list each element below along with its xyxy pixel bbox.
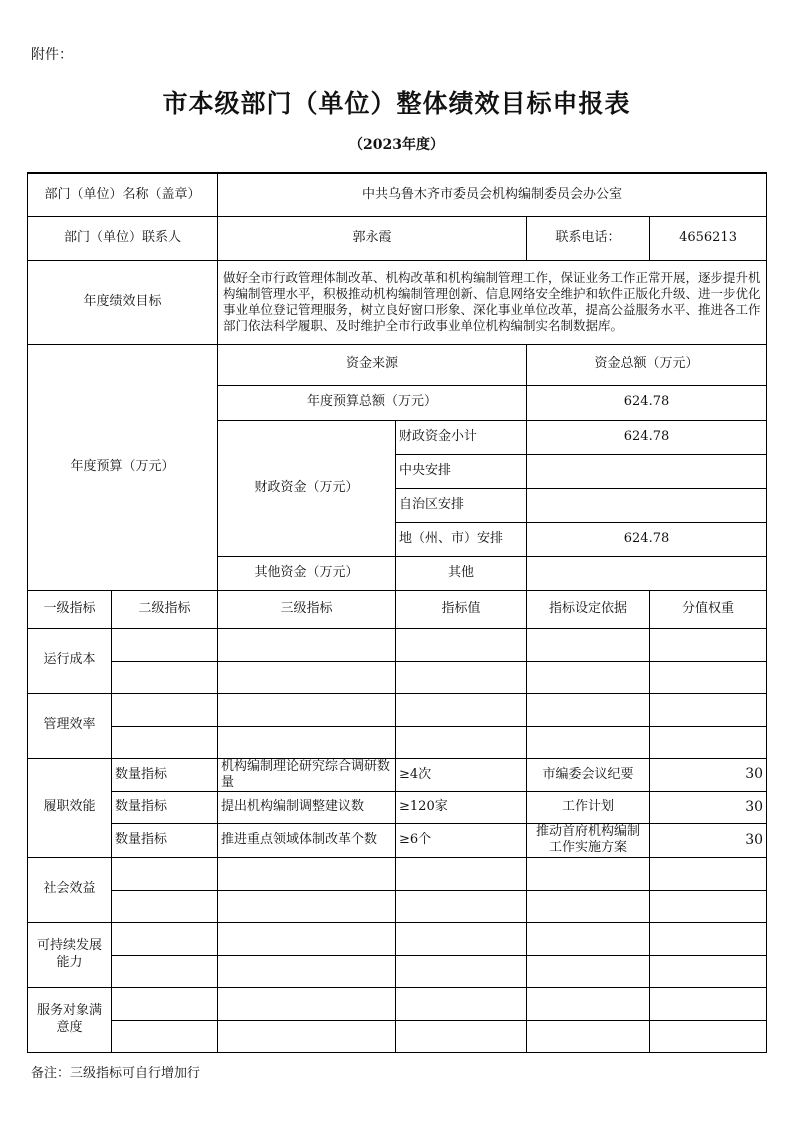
empty-cell (650, 661, 767, 693)
empty-cell (527, 693, 650, 726)
attachment-label: 附件： (31, 47, 73, 63)
empty-cell (527, 661, 650, 693)
page-title: 市本级部门（单位）整体绩效目标申报表 (162, 89, 631, 118)
empty-cell (112, 693, 218, 726)
empty-cell (112, 1020, 218, 1052)
fund-source-header: 资金来源 (218, 344, 527, 385)
contact-name: 郭永霞 (218, 216, 527, 260)
empty-cell (650, 1020, 767, 1052)
empty-cell (112, 922, 218, 955)
dept-name-value: 中共乌鲁木齐市委员会机构编制委员会办公室 (218, 173, 767, 216)
dept-name-label: 部门（单位）名称（盖章） (28, 173, 218, 216)
category-sustainable: 可持续发展能力 (28, 922, 112, 987)
empty-cell (650, 890, 767, 922)
indicator-value: ≥4次 (396, 758, 527, 792)
empty-cell (650, 955, 767, 987)
level2-indicator: 数量指标 (112, 758, 218, 792)
empty-cell (396, 661, 527, 693)
empty-cell (650, 693, 767, 726)
annual-total-label: 年度预算总额（万元） (218, 385, 527, 420)
empty-cell (650, 726, 767, 758)
empty-cell (527, 857, 650, 890)
indicator-value: ≥120家 (396, 792, 527, 824)
empty-cell (112, 726, 218, 758)
empty-cell (396, 987, 527, 1020)
empty-cell (112, 987, 218, 1020)
empty-cell (527, 628, 650, 661)
indicator-weight: 30 (650, 758, 767, 792)
indicator-basis: 推动首府机构编制工作实施方案 (527, 824, 650, 858)
goal-text: 做好全市行政管理体制改革、机构改革和机构编制管理工作，保证业务工作正常开展，逐步提升机构编制管理水平，积极推动机构编制管理创新、信息网络安全维护和软件正版化升级、进一步优化事业单位登记管理服务，树立良好窗口形象、深化事业单位改革，提高公益服务水平、推进各工作部门依法科学履职、及时维护全市行政事业单位机构编制实名制数据库。 (218, 260, 767, 344)
category-satisfaction: 服务对象满意度 (28, 987, 112, 1052)
category-cost: 运行成本 (28, 628, 112, 693)
annual-total-value: 624.78 (527, 385, 767, 420)
level2-indicator: 数量指标 (112, 792, 218, 824)
empty-cell (218, 693, 396, 726)
budget-label: 年度预算（万元） (28, 344, 218, 590)
local-value: 624.78 (527, 522, 767, 556)
empty-cell (396, 628, 527, 661)
empty-cell (218, 890, 396, 922)
empty-cell (218, 955, 396, 987)
region-value (527, 488, 767, 522)
category-performance: 履职效能 (28, 758, 112, 857)
empty-cell (112, 955, 218, 987)
other-funds-value (527, 556, 767, 590)
header-basis: 指标设定依据 (527, 590, 650, 628)
indicator-value: ≥6个 (396, 824, 527, 858)
category-social: 社会效益 (28, 857, 112, 922)
goal-label: 年度绩效目标 (28, 260, 218, 344)
empty-cell (218, 726, 396, 758)
empty-cell (396, 922, 527, 955)
indicator-basis: 市编委会议纪要 (527, 758, 650, 792)
local-label: 地（州、市）安排 (396, 522, 527, 556)
empty-cell (650, 987, 767, 1020)
empty-cell (396, 693, 527, 726)
region-label: 自治区安排 (396, 488, 527, 522)
empty-cell (527, 726, 650, 758)
empty-cell (396, 857, 527, 890)
report-year: （2023年度） (349, 137, 444, 153)
empty-cell (218, 922, 396, 955)
other-funds-sub: 其他 (396, 556, 527, 590)
empty-cell (218, 1020, 396, 1052)
header-level1: 一级指标 (28, 590, 112, 628)
level3-indicator: 提出机构编制调整建议数 (218, 792, 396, 824)
empty-cell (218, 857, 396, 890)
empty-cell (527, 987, 650, 1020)
contact-label: 部门（单位）联系人 (28, 216, 218, 260)
empty-cell (650, 922, 767, 955)
empty-cell (396, 890, 527, 922)
header-level3: 三级指标 (218, 590, 396, 628)
empty-cell (218, 987, 396, 1020)
empty-cell (527, 922, 650, 955)
indicator-basis: 工作计划 (527, 792, 650, 824)
level3-indicator: 推进重点领域体制改革个数 (218, 824, 396, 858)
performance-target-form (27, 172, 767, 1053)
central-value (527, 454, 767, 488)
header-value: 指标值 (396, 590, 527, 628)
header-weight: 分值权重 (650, 590, 767, 628)
empty-cell (112, 628, 218, 661)
empty-cell (396, 955, 527, 987)
empty-cell (527, 955, 650, 987)
level2-indicator: 数量指标 (112, 824, 218, 858)
empty-cell (218, 661, 396, 693)
other-funds-label: 其他资金（万元） (218, 556, 396, 590)
phone-label: 联系电话： (527, 216, 650, 260)
empty-cell (650, 628, 767, 661)
empty-cell (527, 1020, 650, 1052)
fiscal-funds-label: 财政资金（万元） (218, 420, 396, 556)
indicator-weight: 30 (650, 792, 767, 824)
empty-cell (650, 857, 767, 890)
empty-cell (396, 726, 527, 758)
empty-cell (112, 661, 218, 693)
footnote: 备注：三级指标可自行增加行 (31, 1066, 201, 1081)
empty-cell (218, 628, 396, 661)
level3-indicator: 机构编制理论研究综合调研数量 (218, 758, 396, 792)
fiscal-subtotal-label: 财政资金小计 (396, 420, 527, 454)
empty-cell (527, 890, 650, 922)
phone-value: 4656213 (650, 216, 767, 260)
category-efficiency: 管理效率 (28, 693, 112, 758)
fiscal-subtotal-value: 624.78 (527, 420, 767, 454)
header-level2: 二级指标 (112, 590, 218, 628)
empty-cell (396, 1020, 527, 1052)
central-label: 中央安排 (396, 454, 527, 488)
indicator-weight: 30 (650, 824, 767, 858)
fund-total-header: 资金总额（万元） (527, 344, 767, 385)
empty-cell (112, 890, 218, 922)
empty-cell (112, 857, 218, 890)
